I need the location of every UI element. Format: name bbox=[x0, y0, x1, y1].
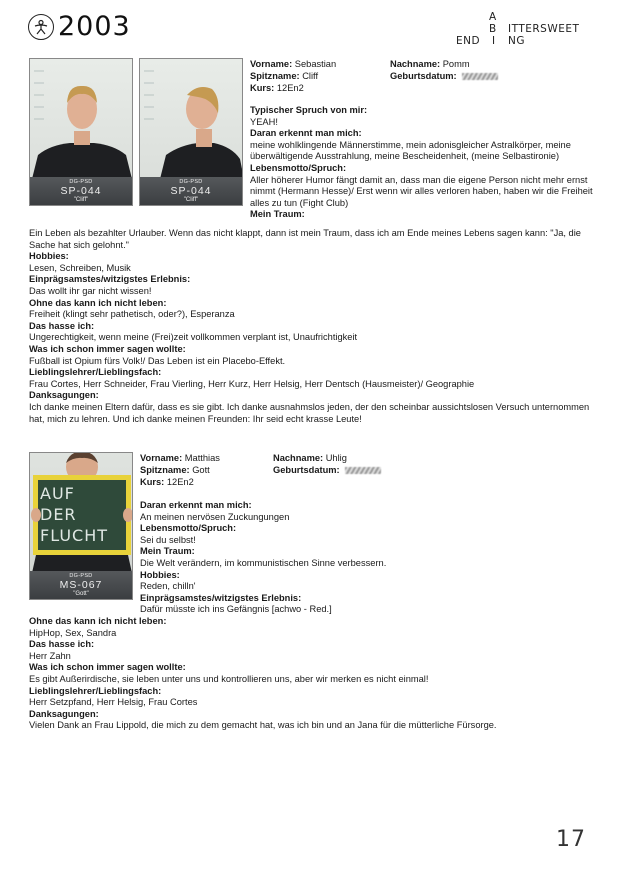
photo-dg-label: DG-PSD bbox=[69, 179, 93, 185]
student1-nachname: Nachname: Pomm bbox=[390, 59, 470, 69]
title-letter-a: A bbox=[489, 11, 497, 23]
student1-photo-front-caption bbox=[30, 177, 132, 205]
photo-dg-label: DG-PSD bbox=[179, 179, 203, 185]
student1-photo-front bbox=[29, 58, 133, 206]
photo-nick-label: "Cliff" bbox=[73, 197, 89, 203]
photo-code-label: MS-067 bbox=[59, 579, 103, 591]
logo-emblem-icon bbox=[28, 14, 54, 40]
photo-code-label: SP-044 bbox=[170, 185, 212, 197]
student2-field-top: Daran erkennt man mich: An meinen nervösen Zuckungungen Lebensmotto/Spruch: Sei du selbst! Mein Traum: Die Welt verändern, im kommunistischen Sinne verbessern. Hobbies: Reden, chilln' Einprägsamstes/witzigstes Erlebnis: Dafür müsste ich ins Gefängnis [achwo - Red.] bbox=[140, 500, 387, 615]
student1-geburtsdatum: Geburtsdatum: bbox=[390, 71, 498, 83]
student2-photo-caption bbox=[30, 571, 132, 599]
page-number: 17 bbox=[556, 827, 586, 852]
title-ng: NG bbox=[508, 35, 525, 47]
student2-spitzname: Spitzname: Gott bbox=[140, 465, 210, 475]
title-letter-i: I bbox=[492, 35, 496, 47]
redacted-birthdate bbox=[345, 467, 381, 474]
photo-nick-label: "Cliff" bbox=[183, 197, 199, 203]
chalkboard-sign: AUF DER FLUCHT bbox=[40, 484, 109, 545]
student2-field-list: Ohne das kann ich nicht leben: HipHop, Sex, Sandra Das hasse ich: Herr Zahn Was ich schon immer sagen wollte: Es gibt Außerirdische, sie leben unter uns und kontrollieren uns, aber wir merken es nicht einmal! Lieblingslehrer/Lieblingsfach: Herr Setzpfand, Herr Helsig, Frau Cortes Danksagungen: Vielen Dank an Frau Lippold, die mich zu dem gemacht hat, was ich bin und an Jana für die mütterliche Fürsorge. bbox=[29, 616, 497, 731]
photo-dg-label: DG-PSD bbox=[69, 573, 93, 579]
student2-kurs: Kurs: 12En2 bbox=[140, 477, 194, 487]
title-end: END bbox=[456, 35, 481, 47]
student2-vorname: Vorname: Matthias bbox=[140, 453, 220, 463]
redacted-birthdate bbox=[462, 73, 498, 80]
student1-photo-profile-caption bbox=[140, 177, 242, 205]
student1-vorname: Vorname: Sebastian bbox=[250, 59, 337, 69]
student1-field-list: Ein Leben als bezahlter Urlauber. Wenn das nicht klappt, dann ist mein Traum, dass ich am Ende meines Lebens sagen kann: "Ja, die Sache hat sich gelohnt." Hobbies: Lesen, Schreiben, Musik Einprägsamstes/witzigstes Erlebnis: Das wollt ihr gar nicht wissen! Ohne das kann ich nicht leben: Freiheit (klingt sehr pathetisch, oder?), Esperanza Das hasse ich: Ungerechtigkeit, wenn meine (Frei)zeit vollkommen verplant ist, Unaufrichtigkeit Was ich schon immer sagen wollte: Fußball ist Opium fürs Volk!/ Das Leben ist ein Placebo-Effekt. Lieblingslehrer/Lieblingsfach: Frau Cortes, Herr Schneider, Frau Vierling, Herr Kurz, Herr Helsig, Herr Dentsch (Hausmeister)/ Geographie Danksagungen: Ich danke meinen Eltern dafür, dass es sie gibt. Ich danke ausnahmslos jeden, der den scheinbar aussichtslosen Versuch unternommen hat, mich zu lehren. Und ich danke meinen Freunden: Ihr seid echt krasse Leute! bbox=[29, 228, 590, 424]
yearbook-title bbox=[456, 12, 606, 48]
student1-spitzname: Spitzname: Cliff bbox=[250, 71, 319, 81]
title-letter-b: B bbox=[489, 23, 497, 35]
yearbook-year: 2003 bbox=[58, 11, 131, 42]
yearbook-logo bbox=[28, 12, 131, 42]
photo-code-label: SP-044 bbox=[60, 185, 102, 197]
photo-nick-label: "Gott" bbox=[73, 591, 89, 597]
student1-photo-profile bbox=[139, 58, 243, 206]
student1-kurs: Kurs: 12En2 bbox=[250, 83, 304, 93]
student2-photo bbox=[29, 452, 133, 600]
title-bittersweet: ITTERSWEET bbox=[508, 23, 580, 35]
student1-field-spruch: Typischer Spruch von mir: YEAH! Daran erkennt man mich: meine wohlklingende Männerstimme, mein adonisgleicher Astralkörper, meine überwältigende Ausstrahlung, meine Bescheidenheit, (meine Selbastironie) Lebensmotto/Spruch: Aller höherer Humor fängt damit an, dass man die eigene Person nicht mehr ernst nimmt (Hermann Hesse)/ Erst wenn wir alles verloren haben, haben wir die Freiheit alles zu tun (Fight Club) Mein Traum: bbox=[250, 105, 593, 220]
student2-geburtsdatum: Geburtsdatum: bbox=[273, 465, 381, 477]
student2-nachname: Nachname: Uhlig bbox=[273, 453, 347, 463]
